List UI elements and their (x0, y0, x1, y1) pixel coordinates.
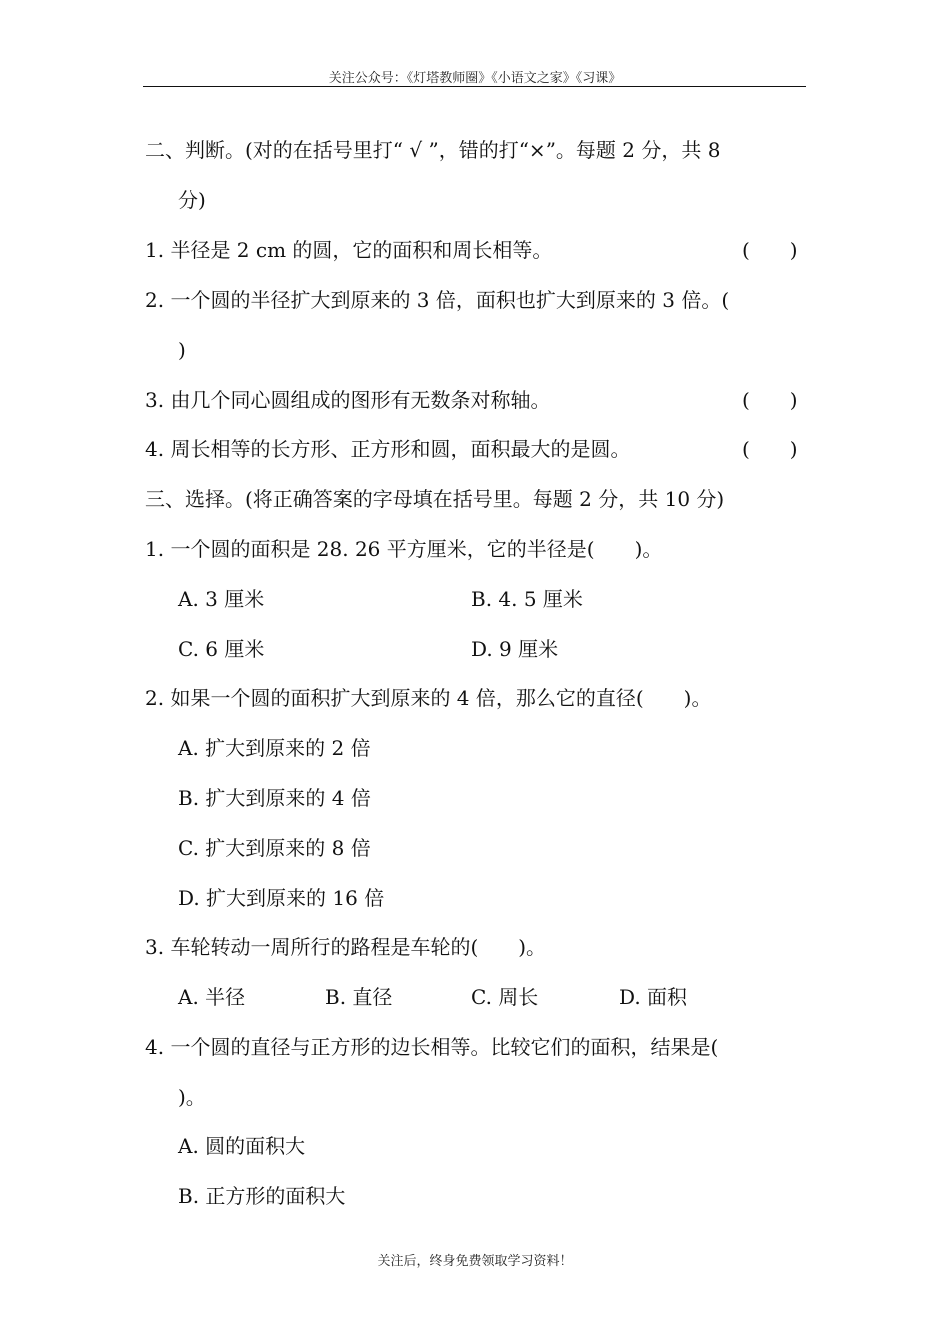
choice-2-option-c: C. 扩大到原来的 8 倍 (178, 836, 371, 860)
choice-2-option-b: B. 扩大到原来的 4 倍 (178, 786, 371, 810)
page-footer: 关注后，终身免费领取学习资料！ (377, 1254, 573, 1269)
choice-question-2: 2. 如果一个圆的面积扩大到原来的 4 倍，那么它的直径( )。 (145, 686, 712, 710)
choice-3-option-c: C. 周长 (471, 985, 539, 1009)
choice-question-4: 4. 一个圆的直径与正方形的边长相等。比较它们的面积，结果是( (145, 1035, 719, 1059)
judge-answer-blank-1: ( ) (742, 238, 798, 262)
choice-3-option-d: D. 面积 (619, 985, 688, 1009)
judge-question-4: 4. 周长相等的长方形、正方形和圆，面积最大的是圆。 (145, 437, 631, 461)
header-divider (143, 86, 806, 87)
section-judge-title: 二、判断。(对的在括号里打“ √ ”，错的打“×”。每题 2 分，共 8 (145, 138, 721, 162)
choice-2-option-d: D. 扩大到原来的 16 倍 (178, 886, 385, 910)
choice-4-option-b: B. 正方形的面积大 (178, 1184, 346, 1208)
page-header: 关注公众号：《灯塔教师圈》《小语文之家》《习课》 (328, 71, 622, 86)
choice-question-3: 3. 车轮转动一周所行的路程是车轮的( )。 (145, 935, 547, 959)
choice-1-option-a: A. 3 厘米 (178, 587, 265, 611)
choice-1-option-c: C. 6 厘米 (178, 637, 265, 661)
choice-2-option-a: A. 扩大到原来的 2 倍 (178, 736, 371, 760)
section-choice-title: 三、选择。(将正确答案的字母填在括号里。每题 2 分，共 10 分) (145, 487, 725, 511)
judge-question-1: 1. 半径是 2 cm 的圆，它的面积和周长相等。 (145, 238, 553, 262)
judge-question-2: 2. 一个圆的半径扩大到原来的 3 倍，面积也扩大到原来的 3 倍。( (145, 288, 730, 312)
judge-question-2-cont: ) (178, 338, 186, 362)
choice-1-option-d: D. 9 厘米 (471, 637, 559, 661)
judge-answer-blank-3: ( ) (742, 388, 798, 412)
choice-1-option-b: B. 4. 5 厘米 (471, 587, 583, 611)
judge-question-3: 3. 由几个同心圆组成的图形有无数条对称轴。 (145, 388, 551, 412)
choice-3-option-a: A. 半径 (178, 985, 246, 1009)
choice-3-option-b: B. 直径 (325, 985, 393, 1009)
choice-question-4-cont: )。 (178, 1085, 206, 1109)
choice-4-option-a: A. 圆的面积大 (178, 1134, 306, 1158)
section-judge-title-cont: 分) (178, 188, 206, 212)
judge-answer-blank-4: ( ) (742, 437, 798, 461)
choice-question-1: 1. 一个圆的面积是 28. 26 平方厘米，它的半径是( )。 (145, 537, 663, 561)
